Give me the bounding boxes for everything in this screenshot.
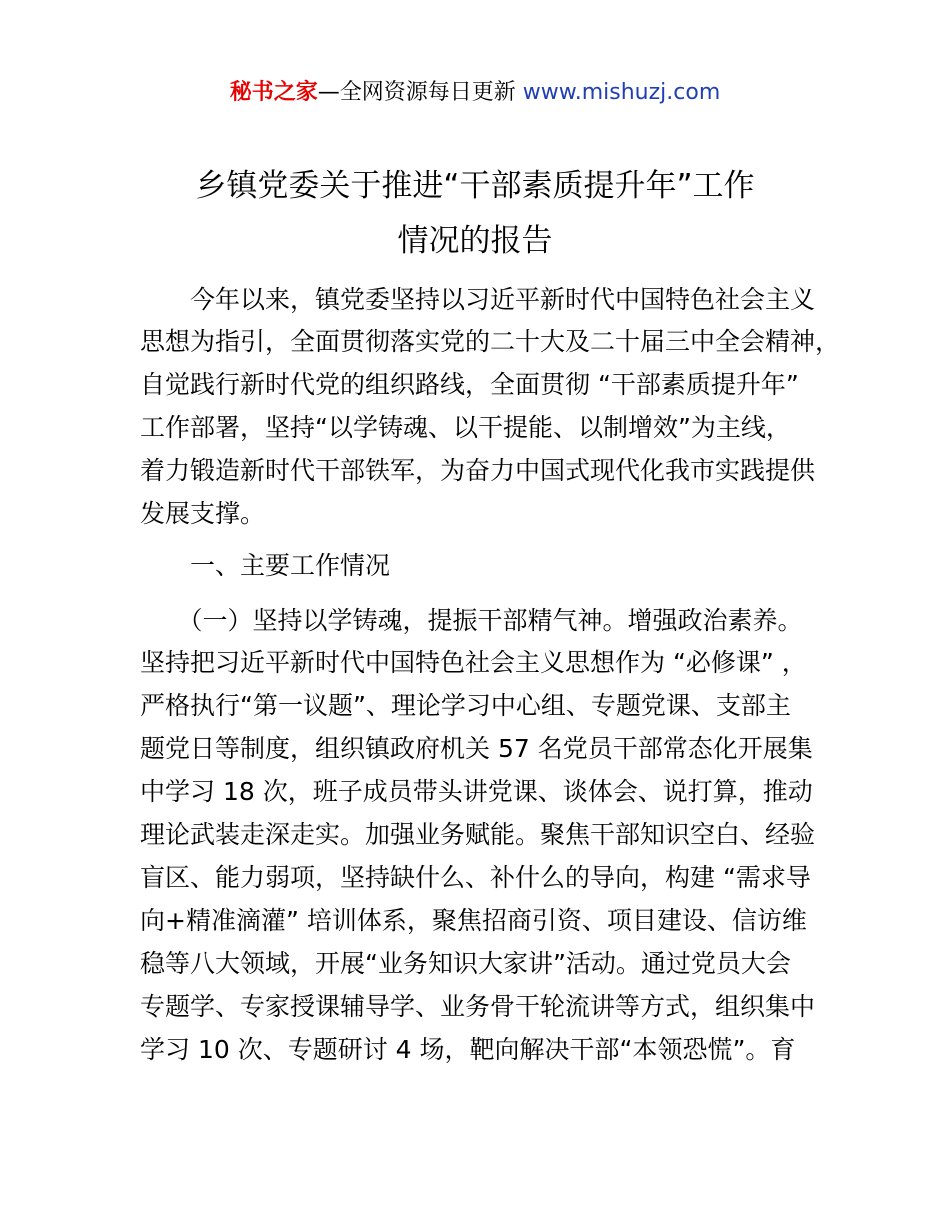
body-text-line: 坚持把习近平新时代中国特色社会主义思想作为 “必修课” ， [140,648,807,677]
body-text-line: 中学习 18 次，班子成员带头讲党课、谈体会、说打算，推动 [140,777,813,806]
section-heading: 一、主要工作情况 [140,551,391,580]
document-title-line-1: 乡镇党委关于推进“干部素质提升年”工作 [195,168,755,204]
body-text-line: 自觉践行新时代党的组织路线，全面贯彻 “干部素质提升年” [140,370,799,399]
site-brand: 秘书之家 [229,80,318,105]
body-text-line: 专题学、专家授课辅导学、业务骨干轮流讲等方式，组织集中 [140,992,816,1021]
body-text-line: 向+精准滴灌” 培训体系，聚焦招商引资、项目建设、信访维 [140,906,807,935]
body-text-line: 盲区、能力弱项，坚持缺什么、补什么的导向，构建 “需求导 [140,863,811,892]
site-header [0,78,950,108]
body-text-line: 发展支撑。 [140,499,266,528]
site-url-link[interactable]: www.mishuzj.com [522,80,721,105]
body-text-line: 今年以来，镇党委坚持以习近平新时代中国特色社会主义 [140,285,816,314]
body-text-line: 理论武装走深走实。加强业务赋能。聚焦干部知识空白、经验 [140,820,816,849]
body-text-line: （一）坚持以学铸魂，提振干部精气神。增强政治素养。 [140,606,803,635]
body-text-line: 稳等八大领域，开展“业务知识大家讲”活动。通过党员大会 [140,949,791,978]
body-text-line: 工作部署，坚持“以学铸魂、以干提能、以制增效”为主线， [140,413,791,442]
body-text-line: 题党日等制度，组织镇政府机关 57 名党员干部常态化开展集 [140,734,813,763]
site-tagline: —全网资源每日更新 [317,80,523,105]
body-text-line: 学习 10 次、专题研讨 4 场，靶向解决干部“本领恐慌”。育 [140,1035,796,1064]
body-text-line: 思想为指引，全面贯彻落实党的二十大及二十届三中全会精神， [140,327,841,356]
body-text-line: 严格执行“第一议题”、理论学习中心组、专题党课、支部主 [140,691,791,720]
document-title-line-2: 情况的报告 [397,223,553,259]
body-text-line: 着力锻造新时代干部铁军，为奋力中国式现代化我市实践提供 [140,456,816,485]
